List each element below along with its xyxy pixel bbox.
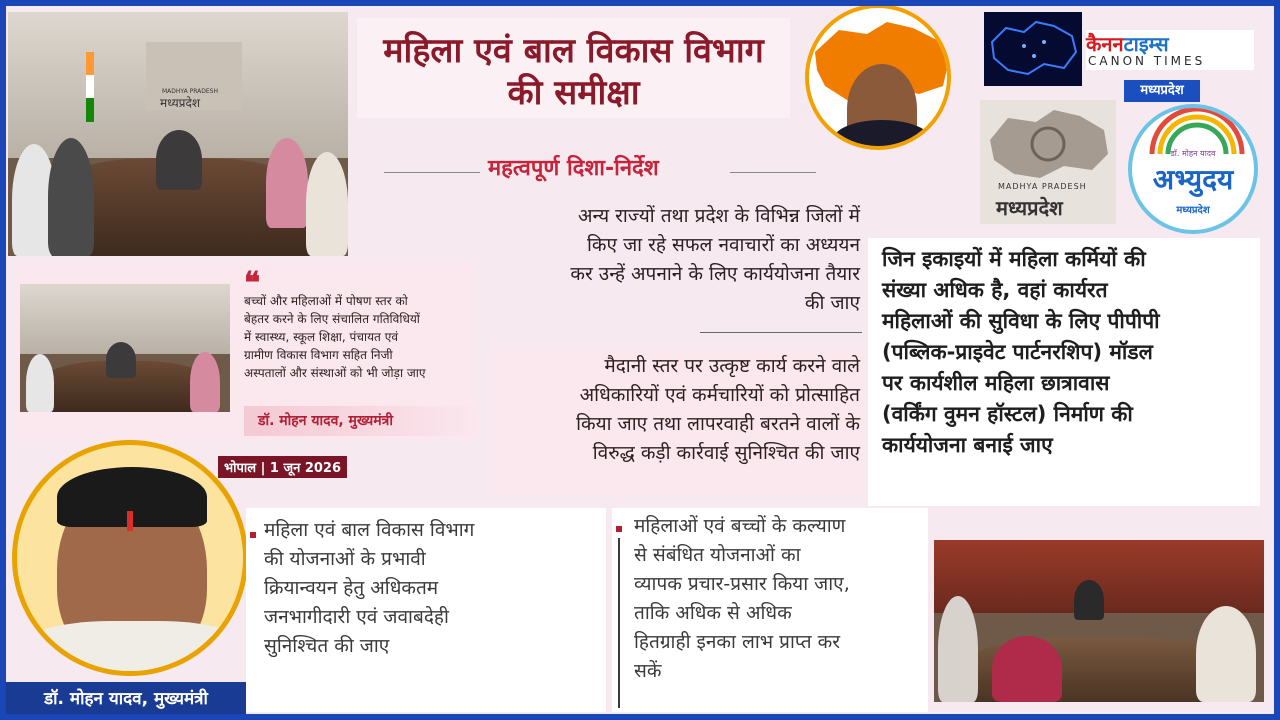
mp-sign-hindi: मध्यप्रदेश bbox=[160, 96, 201, 110]
person bbox=[992, 636, 1062, 702]
tilak-icon bbox=[127, 511, 133, 531]
title-line-1: महिला एवं बाल विकास विभाग bbox=[383, 31, 764, 71]
quote-line: ग्रामीण विकास विभाग सहित निजी bbox=[244, 348, 393, 362]
directive-1-line: कर उन्हें अपनाने के लिए कार्ययोजना तैयार bbox=[570, 263, 860, 285]
directive-1-line: किए जा रहे सफल नवाचारों का अध्ययन bbox=[587, 234, 860, 256]
hostel-line: जिन इकाइयों में महिला कर्मियों की bbox=[882, 247, 1146, 271]
publicity-box bbox=[612, 508, 928, 712]
hostel-directive-panel bbox=[868, 238, 1260, 506]
participation-line: सुनिश्चित की जाए bbox=[264, 635, 390, 657]
person bbox=[26, 354, 54, 412]
title-card bbox=[357, 18, 790, 118]
portrait-shirt bbox=[17, 621, 248, 676]
quote-line: बच्चों और महिलाओं में पोषण स्तर को bbox=[244, 294, 408, 308]
publicity-line: व्यापक प्रचार-प्रसार किया जाए, bbox=[634, 573, 850, 595]
person bbox=[306, 152, 348, 256]
cm-map-circle bbox=[805, 4, 951, 150]
hostel-line: पर कार्यशील महिला छात्रावास bbox=[882, 371, 1110, 395]
abhyuday-bottom: मध्यप्रदेश bbox=[1176, 205, 1210, 216]
hostel-line: (वर्किंग वुमन हॉस्टल) निर्माण की bbox=[882, 402, 1133, 426]
hostel-line: संख्या अधिक है, वहां कार्यरत bbox=[882, 278, 1108, 302]
heading-rule-left bbox=[384, 172, 480, 173]
meeting-photo-secondary bbox=[934, 540, 1264, 702]
bullet-icon bbox=[250, 532, 256, 538]
quote-author: डॉ. मोहन यादव, मुख्यमंत्री bbox=[244, 406, 480, 436]
abhyuday-top: डॉ. मोहन यादव bbox=[1170, 149, 1216, 158]
divider-line bbox=[618, 538, 620, 708]
publicity-line: महिलाओं एवं बच्चों के कल्याण bbox=[634, 515, 846, 537]
hostel-line: (पब्लिक-प्राइवेट पार्टनरशिप) मॉडल bbox=[882, 340, 1153, 364]
mp-sign-english: MADHYA PRADESH bbox=[162, 88, 219, 95]
quote-line: बेहतर करने के लिए संचालित गतिविधियों bbox=[244, 312, 420, 326]
canon-english: CANON TIMES bbox=[1088, 54, 1206, 68]
participation-line: की योजनाओं के प्रभावी bbox=[264, 548, 426, 570]
title-line-2: की समीक्षा bbox=[507, 73, 640, 113]
directive-card-2 bbox=[492, 346, 864, 496]
meeting-photo-small bbox=[20, 284, 230, 412]
publicity-line: ताकि अधिक से अधिक bbox=[634, 602, 792, 624]
canon-times-logo bbox=[1086, 30, 1254, 70]
person bbox=[938, 596, 978, 702]
directive-2-line: किया जाए तथा लापरवाही बरतने वालों के bbox=[576, 413, 860, 435]
participation-text bbox=[264, 516, 474, 661]
directive-2-line: मैदानी स्तर पर उत्कृष्ट कार्य करने वाले bbox=[604, 355, 860, 377]
person bbox=[190, 352, 220, 412]
directive-divider bbox=[700, 332, 862, 333]
network-map-logo bbox=[984, 12, 1082, 86]
quote-card bbox=[16, 262, 476, 440]
cm-name-strip: डॉ. मोहन यादव, मुख्यमंत्री bbox=[6, 682, 246, 716]
person bbox=[1196, 606, 1256, 702]
directive-2-line: अधिकारियों एवं कर्मचारियों को प्रोत्साहित bbox=[579, 384, 860, 406]
quote-mark-icon: ❝ bbox=[244, 266, 261, 301]
person bbox=[48, 138, 94, 256]
directive-2-line: विरुद्ध कड़ी कार्रवाई सुनिश्चित की जाए bbox=[592, 442, 860, 464]
mp-emblem-card bbox=[980, 100, 1116, 224]
participation-box bbox=[246, 508, 606, 712]
hostel-directive-text bbox=[882, 244, 1252, 461]
abhyuday-main: अभ्युदय bbox=[1152, 163, 1234, 196]
flag bbox=[86, 52, 94, 122]
publicity-line: सकें bbox=[634, 660, 662, 682]
hostel-line: महिलाओं की सुविधा के लिए पीपीपी bbox=[882, 309, 1160, 333]
mp-map-icon bbox=[980, 100, 1116, 190]
directive-1-line: की जाए bbox=[804, 292, 860, 314]
bullet-icon bbox=[616, 526, 622, 532]
network-map-icon bbox=[984, 12, 1082, 86]
canon-hindi: कैननटाइम्स bbox=[1086, 32, 1169, 56]
heading-rule-right bbox=[730, 172, 816, 173]
directive-card-1 bbox=[492, 196, 864, 326]
person bbox=[156, 130, 202, 190]
abhyuday-logo bbox=[1128, 104, 1258, 234]
dateline: भोपाल | 1 जून 2026 bbox=[218, 456, 347, 478]
mp-sign bbox=[146, 42, 242, 110]
participation-line: क्रियान्वयन हेतु अधिकतम bbox=[264, 577, 439, 599]
mp-card-english: MADHYA PRADESH bbox=[998, 182, 1087, 191]
publicity-text bbox=[634, 512, 850, 686]
participation-line: जनभागीदारी एवं जवाबदेही bbox=[264, 606, 449, 628]
section-heading: महत्वपूर्ण दिशा-निर्देश bbox=[488, 156, 659, 181]
cm-portrait bbox=[12, 440, 248, 676]
quote-line: अस्पतालों और संस्थाओं को भी जोड़ा जाए bbox=[244, 366, 426, 380]
meeting-photo-main bbox=[8, 12, 348, 256]
hostel-line: कार्ययोजना बनाई जाए bbox=[882, 433, 1053, 457]
person bbox=[106, 342, 136, 378]
person bbox=[1074, 580, 1104, 620]
quote-line: में स्वास्थ्य, स्कूल शिक्षा, पंचायत एवं bbox=[244, 330, 398, 344]
publicity-line: हितग्राही इनका लाभ प्राप्त कर bbox=[634, 631, 840, 653]
participation-line: महिला एवं बाल विकास विभाग bbox=[264, 519, 475, 541]
person bbox=[266, 138, 308, 228]
publicity-line: से संबंधित योजनाओं का bbox=[634, 544, 801, 566]
directive-1-line: अन्य राज्यों तथा प्रदेश के विभिन्न जिलों में bbox=[577, 205, 860, 227]
mp-card-hindi: मध्यप्रदेश bbox=[996, 196, 1063, 220]
mp-badge: मध्यप्रदेश bbox=[1124, 80, 1200, 102]
quote-text bbox=[244, 292, 470, 382]
